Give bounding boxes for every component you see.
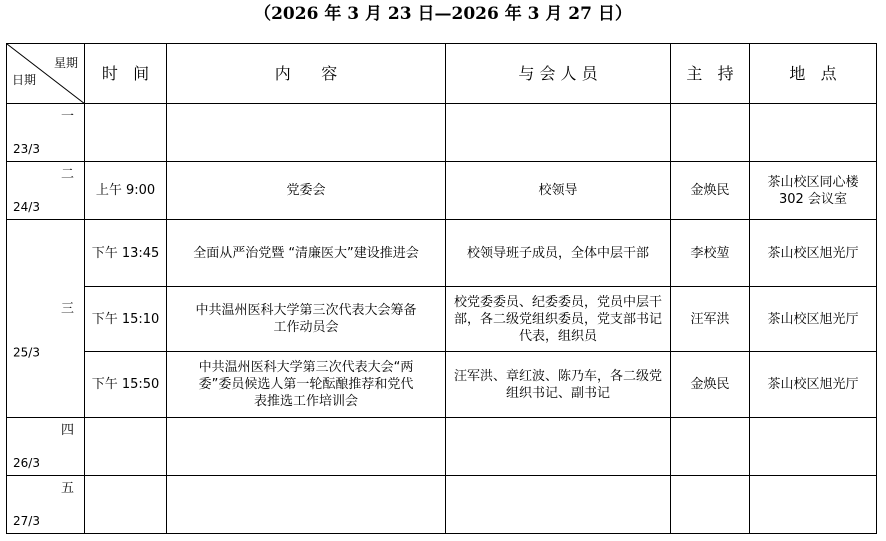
- event-host: 汪军洪: [671, 287, 750, 352]
- empty-cell: [446, 104, 671, 162]
- location-header: 地 点: [750, 44, 877, 104]
- date: 26/3: [13, 456, 40, 470]
- empty-cell: [750, 104, 877, 162]
- weekday: 四: [60, 423, 74, 438]
- event-content: 党委会: [167, 162, 446, 220]
- header-row: [7, 44, 877, 104]
- day-cell: [7, 104, 85, 162]
- weekday: 五: [60, 481, 74, 496]
- event-attendees: 校领导班子成员，全体中层干部: [446, 220, 671, 287]
- attendees-header: 与 会 人 员: [446, 44, 671, 104]
- event-location: 茶山校区同心楼 302 会议室: [750, 162, 877, 220]
- weekday: 二: [60, 167, 74, 182]
- day-cell: [7, 220, 85, 418]
- event-host: 金焕民: [671, 352, 750, 418]
- empty-cell: [85, 476, 167, 534]
- event-attendees: 校领导: [446, 162, 671, 220]
- event-attendees: 校党委委员、纪委委员，党员中层干部，各二级党组织委员，党支部书记代表，组织员: [446, 287, 671, 352]
- content-header: 内 容: [167, 44, 446, 104]
- day-cell: [7, 162, 85, 220]
- event-attendees: 汪军洪、章红波、陈乃车，各二级党组织书记、副书记: [446, 352, 671, 418]
- day-cell: [7, 418, 85, 476]
- date-label: 日期: [12, 73, 37, 87]
- event-content: 中共温州医科大学第三次代表大会“两委”委员候选人第一轮酝酿推荐和党代表推选工作培训会: [167, 352, 446, 418]
- schedule-table: [6, 43, 877, 534]
- empty-cell: [85, 104, 167, 162]
- empty-cell: [446, 418, 671, 476]
- event-content: 全面从严治党暨 “清廉医大”建设推进会: [167, 220, 446, 287]
- date: 24/3: [13, 200, 40, 214]
- event-location: 茶山校区旭光厅: [750, 287, 877, 352]
- schedule-title: （2026 年 3 月 23 日—2026 年 3 月 27 日）: [254, 4, 632, 24]
- weekday: 三: [60, 300, 74, 316]
- date: 23/3: [13, 142, 40, 156]
- event-time: 下午 13:45: [85, 220, 167, 287]
- date: 27/3: [13, 514, 40, 528]
- host-header: 主 持: [671, 44, 750, 104]
- empty-cell: [85, 418, 167, 476]
- empty-cell: [750, 476, 877, 534]
- day-cell: [7, 476, 85, 534]
- event-location: 茶山校区旭光厅: [750, 352, 877, 418]
- empty-cell: [750, 418, 877, 476]
- day-row-friday: [7, 476, 877, 534]
- event-location: 茶山校区旭光厅: [750, 220, 877, 287]
- event-time: 下午 15:10: [85, 287, 167, 352]
- weekday-label: 星期: [53, 56, 78, 70]
- event-content: 中共温州医科大学第三次代表大会筹备工作动员会: [167, 287, 446, 352]
- day-row-thursday: [7, 418, 877, 476]
- day-row-tuesday: [7, 162, 877, 220]
- empty-cell: [671, 476, 750, 534]
- corner-header-cell: [7, 44, 85, 104]
- event-row: [7, 287, 877, 352]
- event-time: 上午 9:00: [85, 162, 167, 220]
- event-row: [7, 352, 877, 418]
- empty-cell: [167, 104, 446, 162]
- empty-cell: [446, 476, 671, 534]
- day-row-monday: [7, 104, 877, 162]
- empty-cell: [671, 418, 750, 476]
- event-time: 下午 15:50: [85, 352, 167, 418]
- event-host: 李校堃: [671, 220, 750, 287]
- date: 25/3: [13, 345, 40, 359]
- empty-cell: [167, 418, 446, 476]
- event-host: 金焕民: [671, 162, 750, 220]
- day-row-wednesday: [7, 220, 877, 287]
- time-header: 时 间: [85, 44, 167, 104]
- weekday: 一: [60, 109, 74, 124]
- empty-cell: [671, 104, 750, 162]
- empty-cell: [167, 476, 446, 534]
